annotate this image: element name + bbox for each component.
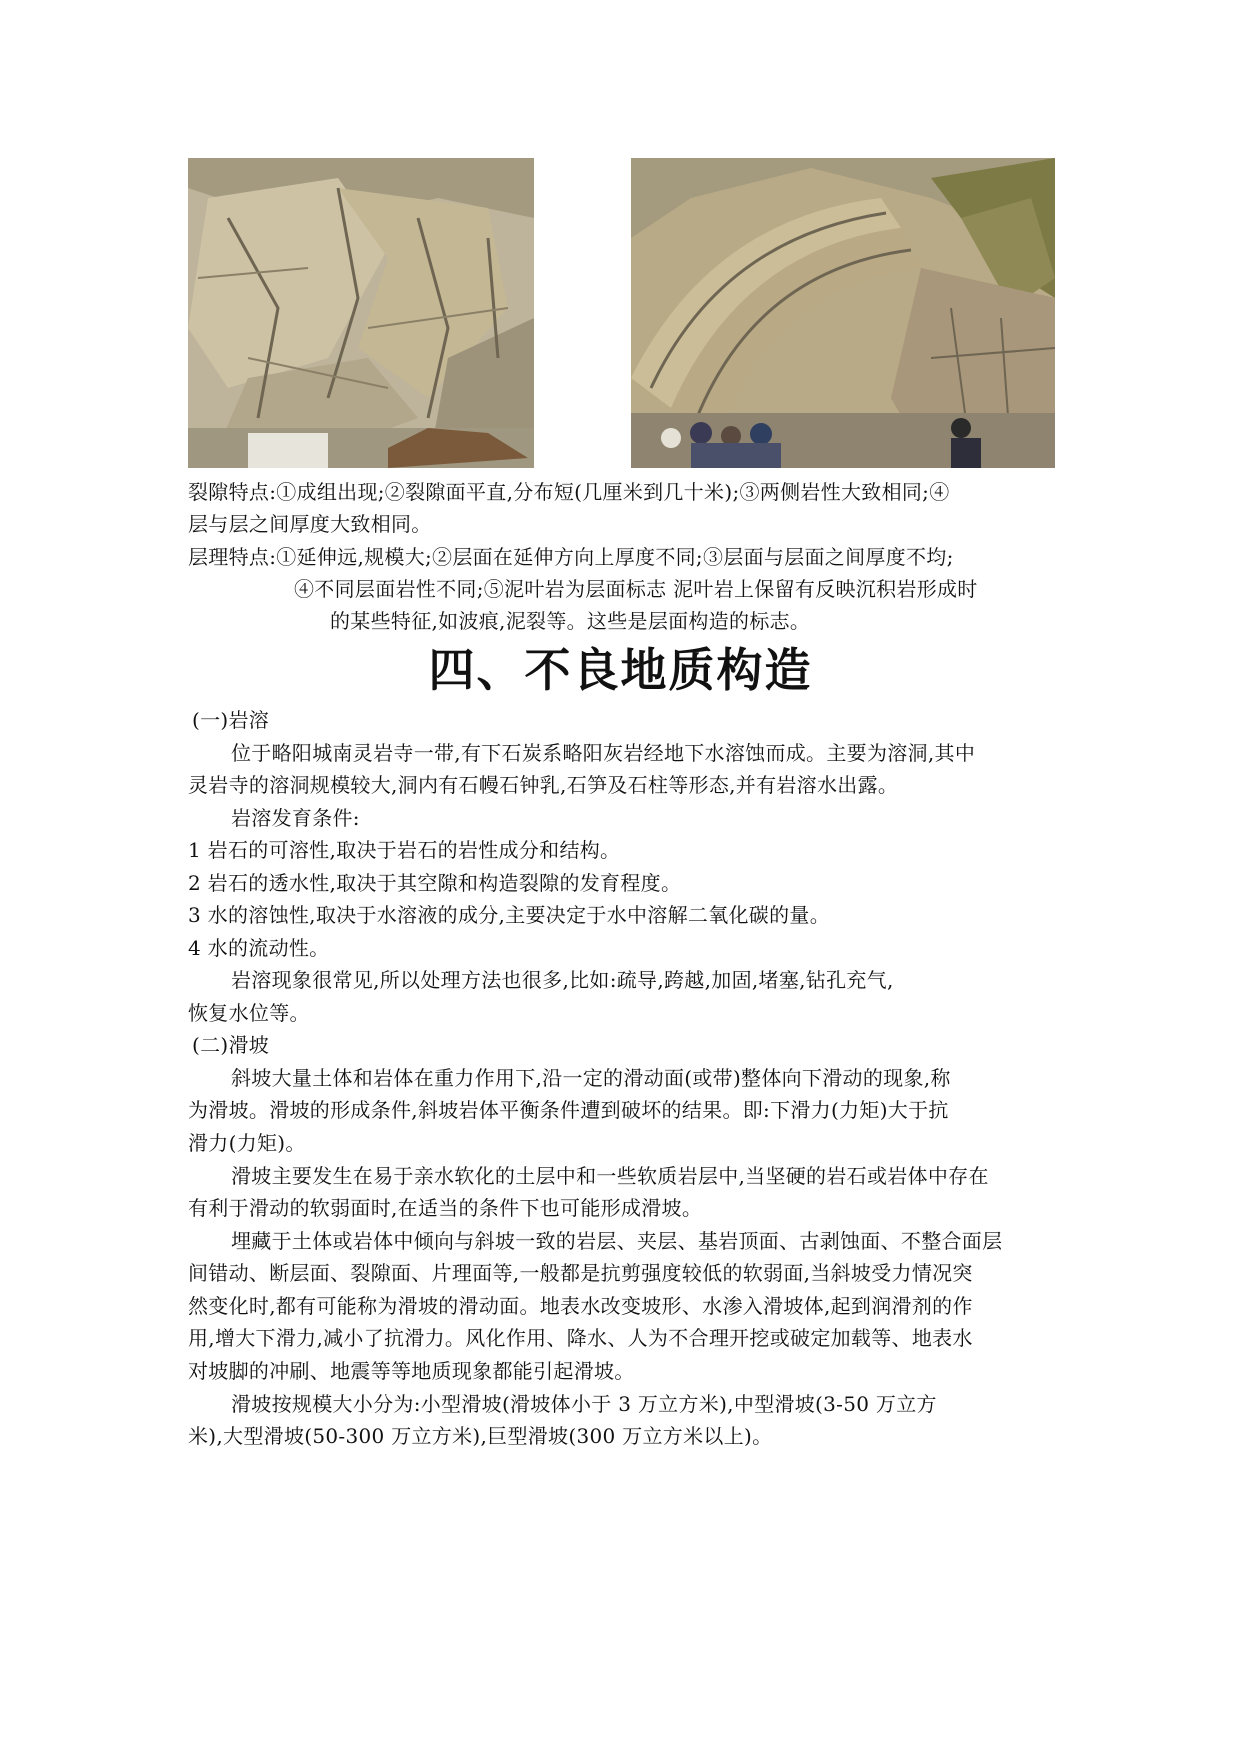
rock-fracture-photo [188, 158, 534, 468]
karst-intro-line-2: 灵岩寺的溶洞规模较大,洞内有石幔石钟乳,石笋及石柱等形态,并有岩溶水出露。 [188, 773, 899, 797]
bedding-line-2: ④不同层面岩性不同;⑤泥叶岩为层面标志 泥叶岩上保留有反映沉积岩形成时 [294, 577, 978, 601]
karst-treatment-line-2: 恢复水位等。 [188, 1001, 310, 1025]
bedding-line-1: 层理特点:①延伸远,规模大;②层面在延伸方向上厚度不同;③层面与层面之间厚度不均; [188, 545, 954, 569]
karst-condition-item: 2 岩石的透水性,取决于其空隙和构造裂隙的发育程度。 [188, 871, 682, 895]
landslide-p3-line: 用,增大下滑力,减小了抗滑力。风化作用、降水、人为不合理开挖或破定加载等、地表水 [188, 1326, 973, 1350]
landslide-p1-line: 斜坡大量土体和岩体在重力作用下,沿一定的滑动面(或带)整体向下滑动的现象,称 [231, 1066, 951, 1090]
bedding-line-3: 的某些特征,如波痕,泥裂等。这些是层面构造的标志。 [330, 609, 811, 633]
karst-condition-item: 4 水的流动性。 [188, 936, 330, 960]
karst-conditions-title: 岩溶发育条件: [231, 806, 360, 830]
landslide-p2-line: 有利于滑动的软弱面时,在适当的条件下也可能形成滑坡。 [188, 1196, 703, 1220]
landslide-p1-line: 为滑坡。滑坡的形成条件,斜坡岩体平衡条件遭到破坏的结果。即:下滑力(力矩)大于抗 [188, 1098, 949, 1122]
karst-treatment-line-1: 岩溶现象很常见,所以处理方法也很多,比如:疏导,跨越,加固,堵塞,钻孔充气, [231, 968, 894, 992]
karst-condition-item: 1 岩石的可溶性,取决于岩石的岩性成分和结构。 [188, 838, 621, 862]
rock-bedding-photo [631, 158, 1055, 468]
fracture-line-1: 裂隙特点:①成组出现;②裂隙面平直,分布短(几厘米到几十米);③两侧岩性大致相同;④ [188, 480, 950, 504]
landslide-p3-line: 对坡脚的冲刷、地震等等地质现象都能引起滑坡。 [188, 1359, 635, 1383]
karst-intro-line-1: 位于略阳城南灵岩寺一带,有下石炭系略阳灰岩经地下水溶蚀而成。主要为溶洞,其中 [231, 741, 976, 765]
landslide-p2-line: 滑坡主要发生在易于亲水软化的土层中和一些软质岩层中,当坚硬的岩石或岩体中存在 [231, 1164, 989, 1188]
landslide-p3-line: 间错动、断层面、裂隙面、片理面等,一般都是抗剪强度较低的软弱面,当斜坡受力情况突 [188, 1261, 973, 1285]
section-title: 四、不良地质构造 [428, 643, 813, 697]
landslide-p4-line: 米),大型滑坡(50-300 万立方米),巨型滑坡(300 万立方米以上)。 [188, 1424, 773, 1448]
landslide-p3-line: 然变化时,都有可能称为滑坡的滑动面。地表水改变坡形、水渗入滑坡体,起到润滑剂的作 [188, 1294, 973, 1318]
landslide-p4-line: 滑坡按规模大小分为:小型滑坡(滑坡体小于 3 万立方米),中型滑坡(3-50 万立方 [231, 1392, 937, 1416]
landslide-heading: (二)滑坡 [192, 1033, 270, 1057]
fracture-line-2: 层与层之间厚度大致相同。 [188, 512, 432, 536]
landslide-p3-line: 埋藏于土体或岩体中倾向与斜坡一致的岩层、夹层、基岩顶面、古剥蚀面、不整合面层 [231, 1229, 1003, 1253]
karst-condition-item: 3 水的溶蚀性,取决于水溶液的成分,主要决定于水中溶解二氧化碳的量。 [188, 903, 830, 927]
landslide-p1-line: 滑力(力矩)。 [188, 1131, 306, 1155]
karst-heading: (一)岩溶 [192, 708, 270, 732]
